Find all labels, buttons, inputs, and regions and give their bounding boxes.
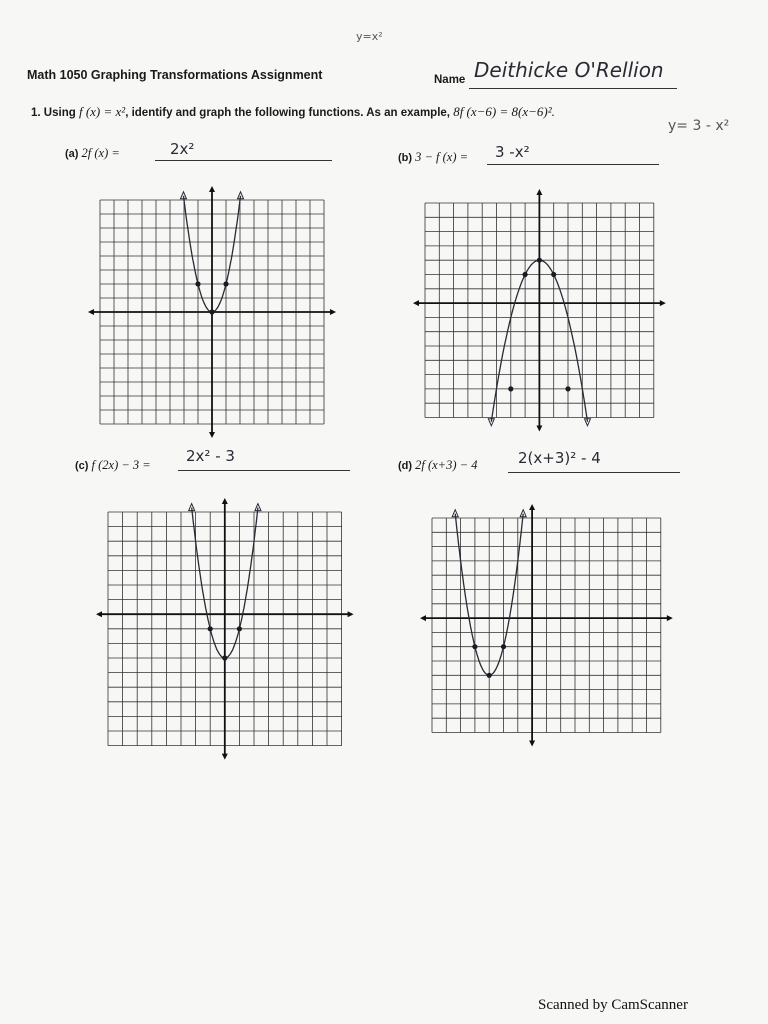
example-expression: 8f (x−6) = 8(x−6)².	[453, 104, 555, 119]
problem-b-answer: 3 -x²	[495, 143, 530, 161]
point-d-2	[501, 644, 506, 649]
point-b-4	[565, 386, 570, 391]
question-1	[31, 104, 555, 120]
problem-c-label: (c) f (2x) − 3 =	[75, 458, 151, 472]
name-label: Name	[434, 74, 466, 86]
x-axis-right-arrow	[348, 611, 354, 617]
y-axis-up-arrow	[209, 186, 215, 192]
point-b-1	[537, 258, 542, 263]
x-axis-right-arrow	[330, 309, 336, 315]
point-d-0	[472, 644, 477, 649]
function-definition: f (x) = x²	[78, 104, 126, 119]
grid-d	[432, 518, 661, 733]
point-c-1	[222, 655, 227, 660]
graph-c	[92, 492, 378, 786]
problem-a-answer: 2x²	[170, 140, 195, 158]
graph-d	[416, 502, 697, 769]
x-axis-left-arrow	[413, 300, 419, 306]
graph-b	[405, 186, 694, 455]
point-a-2	[223, 281, 228, 286]
y-axis-up-arrow	[536, 189, 542, 195]
student-name: Deithicke O'Rellion	[474, 58, 664, 82]
problem-d-label: (d) 2f (x+3) − 4	[398, 458, 478, 472]
problem-a-answer-line	[155, 160, 332, 161]
top-scribble: y=x²	[356, 30, 383, 43]
problem-c-answer-line	[178, 470, 350, 471]
point-c-2	[237, 626, 242, 631]
problem-c-answer: 2x² - 3	[186, 447, 235, 465]
y-axis-down-arrow	[222, 754, 228, 760]
y-axis-down-arrow	[536, 426, 542, 432]
point-b-2	[551, 272, 556, 277]
scanner-footer: Scanned by CamScanner	[538, 997, 688, 1013]
point-b-3	[508, 386, 513, 391]
problem-b-answer-line	[487, 164, 659, 165]
x-axis-left-arrow	[88, 309, 94, 315]
question-prefix: Using	[43, 107, 76, 119]
point-d-1	[487, 673, 492, 678]
y-axis-up-arrow	[222, 498, 228, 504]
question-number: 1.	[31, 107, 41, 119]
point-c-0	[208, 626, 213, 631]
point-a-1	[209, 309, 214, 314]
x-axis-right-arrow	[667, 615, 673, 621]
problem-d-answer: 2(x+3)² - 4	[518, 449, 601, 467]
point-b-0	[523, 272, 528, 277]
page-title: Math 1050 Graphing Transformations Assignment	[27, 68, 323, 82]
problem-d-answer-line	[508, 472, 680, 473]
y-axis-up-arrow	[529, 504, 535, 510]
x-axis-left-arrow	[96, 611, 102, 617]
y-axis-down-arrow	[529, 741, 535, 747]
x-axis-left-arrow	[420, 615, 426, 621]
y-axis-down-arrow	[209, 432, 215, 438]
question-text: , identify and graph the following functions. As an example,	[125, 107, 450, 119]
problem-a-label: (a) 2f (x) =	[65, 146, 120, 160]
name-line	[469, 88, 677, 89]
point-a-0	[195, 281, 200, 286]
side-note: y= 3 - x²	[668, 118, 730, 134]
graph-a	[92, 186, 352, 458]
problem-b-label: (b) 3 − f (x) =	[398, 150, 469, 164]
x-axis-right-arrow	[660, 300, 666, 306]
